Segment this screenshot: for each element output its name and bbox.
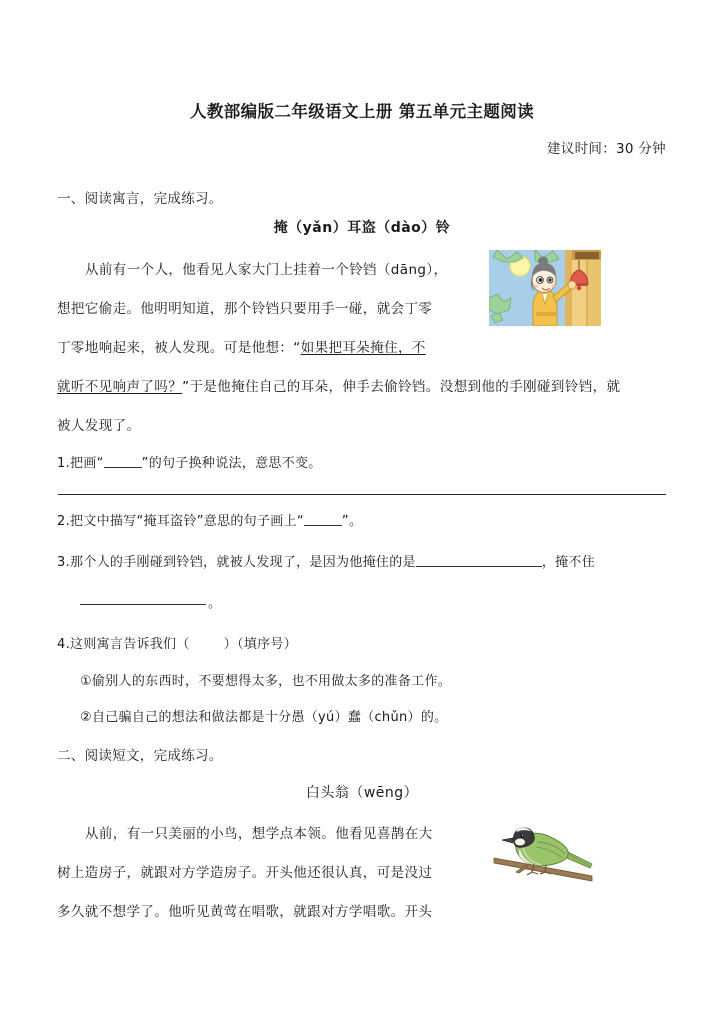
question-1: [57, 452, 322, 471]
section-one-heading: 一、阅读寓言，完成练习。: [57, 191, 223, 207]
article-two-line-1: 从前，有一只美丽的小鸟，想学点本领。他看见喜鹊在大: [85, 826, 433, 842]
question-4-option-2[interactable]: ②自己骗自己的想法和做法都是十分愚（yú）蠢（chǔn）的。: [80, 710, 448, 725]
question-3: [57, 551, 595, 570]
article-one-line-3: [57, 336, 426, 356]
article-one-line-4: [57, 375, 620, 395]
article-one-line-3-plain: 丁零地响起来，被人发现。可是他想：“: [57, 340, 301, 356]
question-3-period: 。: [208, 596, 222, 611]
question-4: [57, 633, 297, 652]
question-4-option-1[interactable]: ①偷别人的东西时，不要想得太多，也不用做太多的准备工作。: [80, 674, 452, 689]
question-3-pre: 那个人的手刚碰到铃铛，就被人发现了，是因为他掩住的是: [70, 555, 416, 570]
question-2-blank[interactable]: [304, 514, 342, 526]
question-1-answer-line[interactable]: [58, 494, 666, 495]
suggested-time-label: 建议时间：30 分钟: [547, 141, 666, 157]
question-2: [57, 510, 362, 529]
article-one-line-5: 被人发现了。: [57, 418, 141, 434]
page-title: 人教部编版二年级语文上册 第五单元主题阅读: [189, 102, 535, 121]
bulbul-bird-illustration: [492, 822, 596, 884]
question-4-pre: 这则寓言告诉我们（: [70, 637, 190, 652]
bell-stealing-illustration-svg: [489, 250, 601, 326]
article-one-line-2: 想把它偷走。他明明知道，那个铃铛只要用手一碰，就会丁零: [57, 301, 433, 317]
question-1-blank[interactable]: [104, 456, 142, 468]
question-1-number: 1.: [57, 456, 71, 471]
article-one-line-3-underlined: 如果把耳朵掩住，不: [300, 340, 426, 356]
question-4-post: ）（填序号）: [223, 637, 298, 652]
question-3-blank-2[interactable]: [80, 604, 206, 605]
bulbul-bird-illustration-svg: [492, 822, 596, 884]
question-4-number: 4.: [57, 637, 71, 652]
article-two-line-2: 树上造房子，就跟对方学造房子。开头他还很认真，可是没过: [57, 865, 433, 881]
question-2-pre: 把文中描写“掩耳盗铃”意思的句子画上“: [70, 514, 304, 529]
article-two-line-3: 多久就不想学了。他听见黄莺在唱歌，就跟对方学唱歌。开头: [57, 904, 433, 920]
question-3-blank-1[interactable]: [416, 555, 542, 567]
question-1-pre: 把画“: [70, 456, 104, 471]
question-3-post: ，掩不住: [541, 555, 596, 570]
section-two-heading: 二、阅读短文，完成练习。: [57, 748, 223, 764]
article-one-line-1: 从前有一个人，他看见人家大门上挂着一个铃铛（dāng），: [85, 262, 448, 278]
bell-stealing-illustration: [489, 250, 601, 326]
question-2-number: 2.: [57, 514, 71, 529]
question-2-post: ”。: [341, 514, 363, 529]
section-one-article-title: 掩（yǎn）耳盗（dào）铃: [273, 220, 451, 236]
article-one-line-4-plain: ”于是他掩住自己的耳朵，伸手去偷铃铛。没想到他的手刚碰到铃铛，就: [182, 379, 621, 395]
article-one-line-4-underlined: 就听不见响声了吗？: [57, 379, 183, 395]
question-1-post: ”的句子换种说法，意思不变。: [141, 456, 322, 471]
section-two-article-title: 白头翁（wēng）: [305, 785, 419, 801]
question-3-number: 3.: [57, 555, 71, 570]
